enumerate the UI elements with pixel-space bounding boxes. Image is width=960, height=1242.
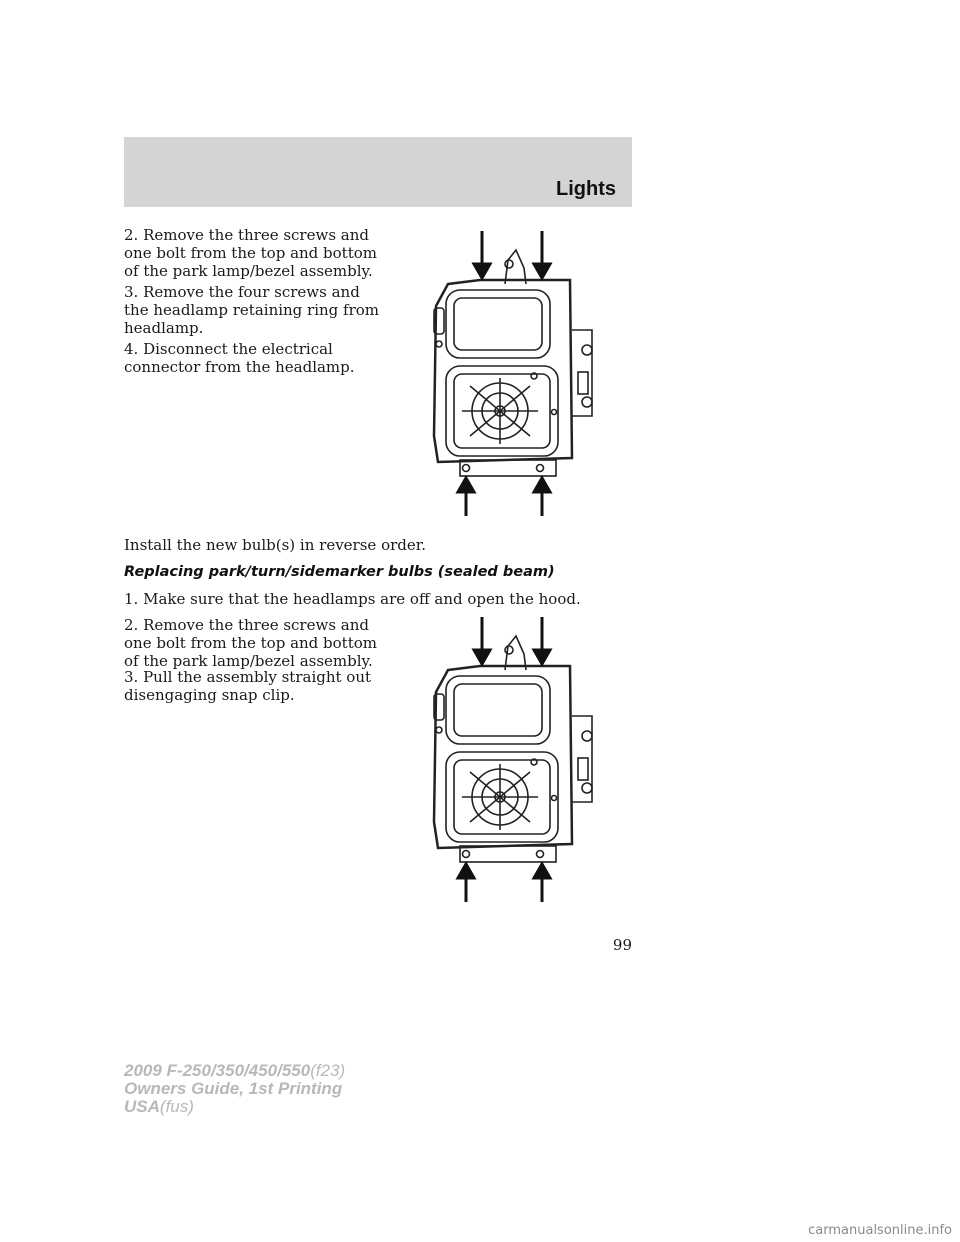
footer-line-3 <box>124 1098 345 1116</box>
step-3-bottom: 3. Pull the assembly straight out disengaging snap clip. <box>124 668 372 704</box>
watermark: carmanualsonline.info <box>808 1223 952 1238</box>
page-number: 99 <box>612 936 632 954</box>
footer-market: USA <box>124 1097 160 1116</box>
install-note: Install the new bulb(s) in reverse order. <box>124 536 427 554</box>
headlamp-diagram-top <box>420 226 610 520</box>
section-title: Lights <box>556 178 616 200</box>
footer-market-code: (fus) <box>159 1097 194 1116</box>
step-4-top: 4. Disconnect the electrical connector from the headlamp. <box>124 340 355 376</box>
headlamp-diagram-bottom <box>420 612 610 906</box>
section-header-band <box>124 137 632 207</box>
step-2-top: 2. Remove the three screws and one bolt from the top and bottom of the park lamp/bezel assembly. <box>124 226 377 280</box>
step-2-bottom: 2. Remove the three screws and one bolt from the top and bottom of the park lamp/bezel assembly. <box>124 616 377 670</box>
footer-model: 2009 F-250/350/450/550 <box>124 1061 311 1080</box>
document-footer <box>124 1062 345 1116</box>
footer-model-code: (f23) <box>310 1061 346 1080</box>
footer-line-1 <box>124 1062 345 1080</box>
footer-line-2: Owners Guide, 1st Printing <box>124 1079 343 1098</box>
step-1-bottom: 1. Make sure that the headlamps are off and open the hood. <box>124 590 581 608</box>
subheading-sealed-beam: Replacing park/turn/sidemarker bulbs (sealed beam) <box>124 564 555 580</box>
step-3-top: 3. Remove the four screws and the headlamp retaining ring from headlamp. <box>124 283 380 337</box>
